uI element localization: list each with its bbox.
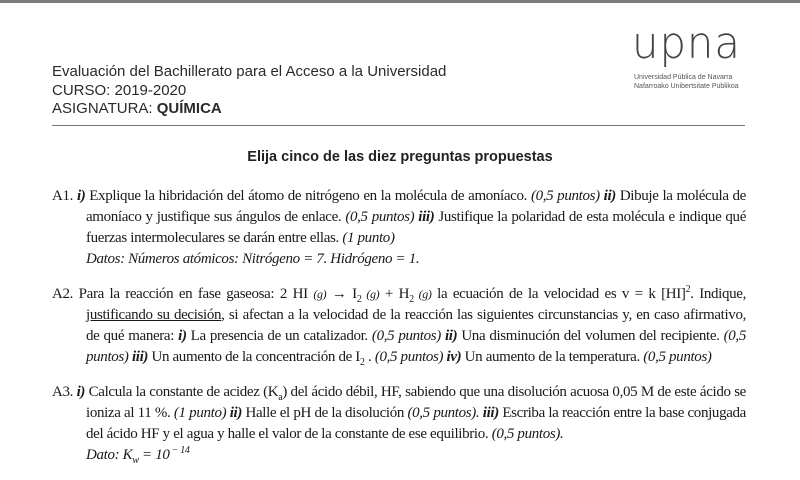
subscript: w: [132, 455, 139, 466]
q-part: ii): [440, 328, 458, 344]
q-points: (1 punto): [173, 405, 227, 421]
upna-logo: [624, 18, 749, 91]
q-number: A2.: [52, 286, 79, 302]
subject: ASIGNATURA: QUÍMICA: [52, 100, 222, 117]
state-label: (g): [361, 287, 380, 301]
q-text: ) del ácido débil, HF, sabiendo que una disolución acuosa 0,05 M de este ácido se ioniza al 11 %.: [86, 384, 746, 421]
q-text: Escriba la reacción entre la base conjugada del ácido HF y el agua y halle el valor de la constante de ese equilibrio.: [86, 405, 746, 442]
q-text: Para la reacción en fase gaseosa: 2 HI: [78, 286, 314, 302]
q-part: i): [178, 328, 187, 344]
q-text: Dibuje la molécula de amoníaco y justifique sus ángulos de enlace.: [86, 188, 746, 225]
q-points: (0,5 puntos): [643, 349, 712, 365]
data-text: = 10: [138, 447, 170, 463]
q-part: iii): [479, 405, 499, 421]
q-text: Un aumento de la concentración de I: [148, 349, 360, 365]
q-text: . Indique,: [690, 286, 746, 302]
q-points: (0,5 puntos): [371, 328, 441, 344]
question-a2: [52, 284, 746, 368]
q-points: (0,5 puntos).: [407, 405, 480, 421]
q-points: (0,5 puntos): [86, 328, 746, 365]
superscript: − 14: [169, 445, 190, 456]
q-text: Calcula la constante de acidez (K: [85, 384, 279, 400]
q-number: A3.: [52, 384, 77, 400]
q-part: i): [76, 384, 86, 400]
q-text: .: [364, 349, 375, 365]
header-divider: [52, 125, 745, 126]
question-a3: [52, 382, 746, 466]
q-text: Justifique la polaridad de esta molécula e indique qué fuerzas intermoleculares se darán entre ellas.: [86, 209, 747, 246]
q-text: Una disminución del volumen del recipiente.: [457, 328, 724, 344]
q-text: + H: [379, 286, 410, 302]
q-part: iii): [128, 349, 149, 365]
exam-header: [52, 63, 446, 119]
q-points: (0,5 puntos): [374, 349, 444, 365]
q-points: (0,5 puntos).: [491, 426, 564, 442]
state-label: (g): [313, 287, 327, 301]
q-part: i): [76, 188, 86, 204]
subscript: 2: [409, 294, 414, 305]
q-number: A1.: [52, 188, 77, 204]
superscript: 2: [685, 284, 691, 295]
scan-edge: [0, 0, 800, 3]
q-data: Datos: Números atómicos: Nitrógeno = 7. Hidrógeno = 1.: [86, 251, 420, 267]
q-part: ii): [599, 188, 616, 204]
subscript: 2: [359, 357, 365, 368]
data-text: Dato: K: [86, 447, 133, 463]
subject-value: QUÍMICA: [156, 100, 222, 117]
q-part: iii): [414, 209, 435, 225]
q-data: [86, 445, 746, 466]
question-a1: [52, 186, 746, 270]
q-text: , si afectan a la velocidad de la reacción las siguientes circunstancias y, en caso afirmativo, de qué manera:: [86, 307, 746, 344]
subscript: 2: [356, 294, 362, 305]
subscript: a: [278, 392, 283, 403]
q-text: la ecuación de la velocidad es v = k [HI]: [431, 286, 686, 302]
instructions-title: Elija cinco de las diez preguntas propuestas: [247, 149, 553, 165]
questions-list: [52, 186, 746, 480]
q-text: Halle el pH de la disolución: [242, 405, 408, 421]
q-text: → I: [326, 286, 357, 302]
logo-subtitle: Universidad Pública de Navarra Nafarroako Unibertsitate Publikoa: [634, 74, 739, 90]
q-text: Explique la hibridación del átomo de nitrógeno en la molécula de amoníaco.: [85, 188, 531, 204]
q-text: Un aumento de la temperatura.: [461, 349, 644, 365]
q-part: ii): [226, 405, 243, 421]
q-part: iv): [443, 349, 462, 365]
underlined-text: justificando su decisión: [86, 307, 222, 323]
q-text: La presencia de un catalizador.: [186, 328, 372, 344]
q-points: (0,5 puntos): [530, 188, 600, 204]
state-label: (g): [413, 287, 432, 301]
logo-word: upna: [632, 18, 741, 69]
q-points: (0,5 puntos): [345, 209, 415, 225]
course-year: CURSO: 2019-2020: [52, 81, 187, 99]
q-points: (1 punto): [342, 230, 395, 246]
exam-name: Evaluación del Bachillerato para el Acceso a la Universidad: [52, 63, 447, 80]
